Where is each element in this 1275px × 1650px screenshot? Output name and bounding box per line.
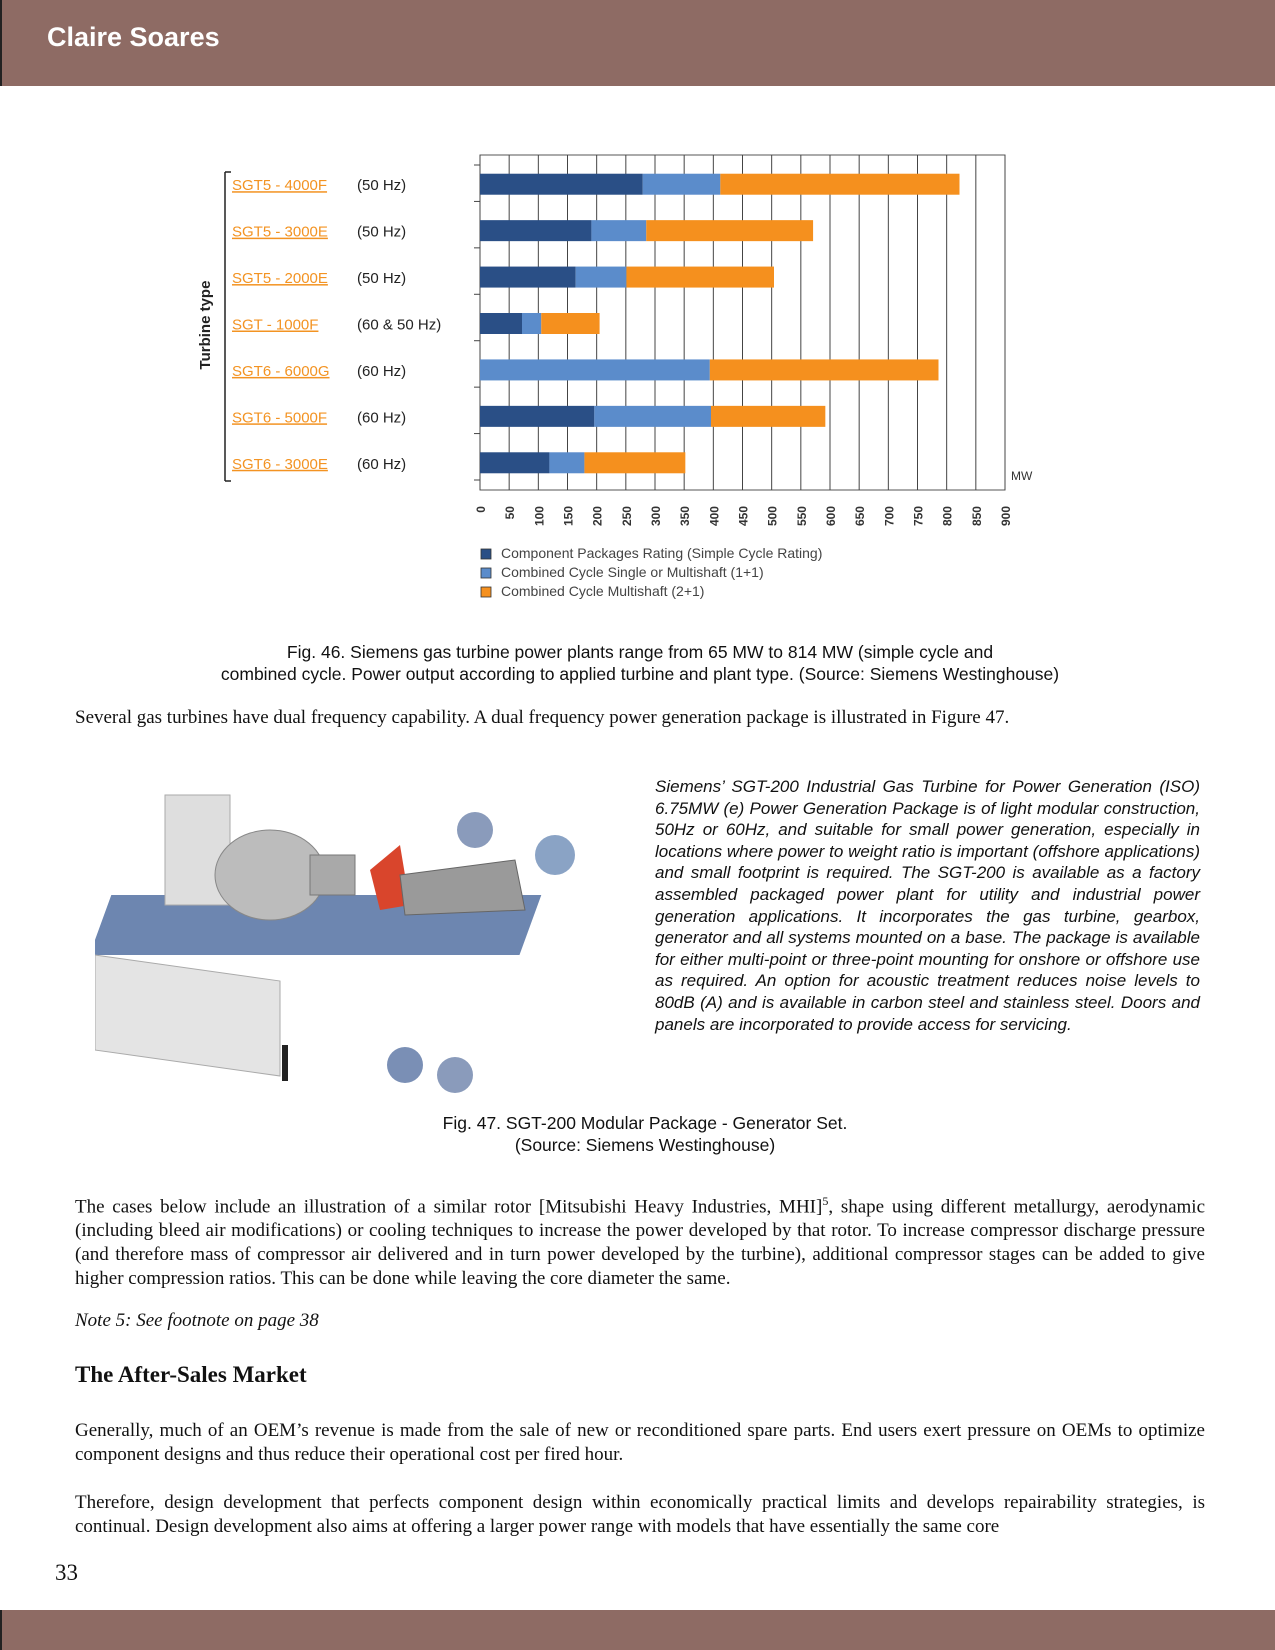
bar-segment: [710, 359, 939, 380]
bar-segment: [480, 359, 710, 380]
x-tick-label: 750: [911, 506, 926, 527]
category-label: SGT6 - 6000G: [232, 362, 330, 380]
x-tick-label: 550: [794, 506, 809, 527]
frequency-label: (50 Hz): [357, 270, 407, 288]
bar-segment: [480, 406, 594, 427]
x-tick-label: 150: [561, 506, 576, 527]
legend-swatch: [481, 568, 491, 578]
legend-entry: Component Packages Rating (Simple Cycle Rating): [501, 545, 823, 561]
frequency-label: (60 Hz): [357, 362, 407, 380]
note-5: Note 5: See footnote on page 38: [75, 1310, 319, 1331]
x-tick-label: 900: [999, 506, 1013, 527]
legend-swatch: [481, 549, 491, 559]
fig46-caption-line2: combined cycle. Power output according to applied turbine and plant type. (Source: Siemens Westinghouse): [220, 664, 1060, 684]
paragraph-design-development: Therefore, design development that perfects component design within economically practical limits and develops repairability strategies, is continual. Design development also aims at offering a larger power range with models that have essentially the same core: [75, 1492, 1205, 1537]
turbine-power-chart: [190, 150, 1040, 620]
x-tick-label: 650: [853, 506, 868, 527]
x-tick-label: 850: [969, 506, 984, 527]
bar-segment: [522, 313, 541, 334]
x-tick-label: 200: [590, 506, 605, 527]
para2-text-end: , shape using different metallurgy, aerodynamic (including bleed air modifications) or cooling techniques to increase the power developed by that rotor. To increase compressor discharge pressure (and therefore mass of compressor air delivered and in turn power developed by the turbine), additional compressor stages can be added to give higher compression ratios. This can be done while leaving the core diameter the same.: [75, 1196, 1205, 1290]
bar-segment: [480, 174, 643, 195]
x-tick-label: 350: [678, 505, 693, 527]
bar-segment: [594, 406, 711, 427]
page-number: 33: [55, 1560, 78, 1585]
x-tick-label: 0: [474, 506, 488, 513]
frequency-label: (50 Hz): [357, 223, 407, 241]
bar-segment: [711, 406, 825, 427]
operator-figure: [282, 1045, 288, 1081]
fig47-caption-line2: (Source: Siemens Westinghouse): [514, 1135, 776, 1155]
fig47-caption: [420, 1112, 870, 1156]
x-tick-label: 400: [707, 506, 722, 527]
x-tick-label: 450: [736, 506, 751, 527]
x-tick-label: 250: [619, 506, 634, 527]
paragraph-dual-frequency: Several gas turbines have dual frequency capability. A dual frequency power generation package is illustrated in Figure 47.: [75, 707, 1010, 728]
bar-segment: [646, 220, 813, 241]
bar-segment: [591, 220, 646, 241]
legend-entry: Combined Cycle Multishaft (2+1): [501, 583, 705, 599]
bar-segment: [626, 267, 774, 288]
y-axis-label: Turbine type: [197, 280, 214, 370]
section-heading: The After-Sales Market: [75, 1362, 307, 1387]
category-label: SGT5 - 2000E: [232, 270, 328, 288]
category-label: SGT5 - 3000E: [232, 223, 328, 241]
category-label: SGT5 - 4000F: [232, 177, 328, 195]
frequency-label: (60 Hz): [357, 455, 407, 473]
sgt200-package-illustration: [95, 775, 615, 1105]
category-label: SGT6 - 5000F: [232, 409, 328, 427]
bar-segment: [549, 452, 584, 473]
module-lube-oil: [387, 1047, 423, 1083]
author-name: Claire Soares: [47, 22, 220, 52]
bar-segment: [720, 174, 959, 195]
x-tick-label: 700: [882, 506, 897, 527]
gas-turbine-core: [400, 860, 525, 915]
x-tick-label: 600: [824, 506, 838, 527]
bar-segment: [643, 174, 721, 195]
x-tick-label: 300: [649, 506, 663, 527]
category-label: SGT6 - 3000E: [232, 455, 328, 473]
frequency-label: (50 Hz): [357, 177, 407, 195]
bar-segment: [480, 452, 549, 473]
bar-segment: [541, 313, 599, 334]
x-tick-label: 500: [765, 506, 780, 527]
bar-segment: [584, 452, 685, 473]
paragraph-oem-revenue: Generally, much of an OEM’s revenue is made from the sale of new or reconditioned spare parts. End users exert pressure on OEMs to optimize component designs and thus reduce their operational cost per fired hour.: [75, 1420, 1205, 1465]
bar-segment: [480, 313, 522, 334]
x-tick-label: 100: [532, 506, 547, 527]
header-bar: [0, 0, 1275, 86]
enclosure-panels: [95, 955, 280, 1076]
frequency-label: (60 Hz): [357, 409, 407, 427]
bar-segment: [480, 267, 576, 288]
x-tick-label: 50: [503, 506, 518, 520]
module-gas-fuel: [457, 812, 493, 848]
x-axis-label: MW: [1011, 469, 1033, 483]
module-fuel: [437, 1057, 473, 1093]
bar-segment: [576, 267, 627, 288]
footer-bar: [0, 1610, 1275, 1650]
x-tick-label: 800: [940, 506, 955, 527]
frequency-label: (60 & 50 Hz): [357, 316, 442, 334]
fig46-caption-line1: Fig. 46. Siemens gas turbine power plants range from 65 MW to 814 MW (simple cycle and: [286, 642, 994, 662]
category-label: SGT - 1000F: [232, 316, 319, 334]
fig46-caption: [120, 641, 1160, 685]
module-auxiliary: [535, 835, 575, 875]
generator-housing: [215, 830, 325, 920]
legend-swatch: [481, 587, 491, 597]
fig47-caption-line1: Fig. 47. SGT-200 Modular Package - Generator Set.: [442, 1113, 848, 1133]
paragraph-rotor-cases: [75, 1189, 1205, 1291]
footnote-ref-5: 5: [822, 1194, 829, 1208]
bar-segment: [480, 220, 591, 241]
para2-text-start: The cases below include an illustration of a similar rotor [Mitsubishi Heavy Industries, MHI]: [75, 1196, 823, 1218]
package-description: Siemens’ SGT-200 Industrial Gas Turbine for Power Generation (ISO) 6.75MW (e) Power Generation Package is of light modular construction, 50Hz or 60Hz, and suitable for small power generation, especially in locations where power to weight ratio is important (offshore applications) and small footprint is required. The SGT-200 is available as a factory assembled packaged power plant for utility and industrial power generation applications. It incorporates the gas turbine, gearbox, generator and all systems mounted on a base. The package is available for either multi-point or three-point mounting for onshore or offshore use as required. An option for acoustic treatment reduces noise levels to 80dB (A) and is available in carbon steel and stainless steel. Doors and panels are incorporated to provide access for servicing.: [655, 777, 1200, 1034]
legend-entry: Combined Cycle Single or Multishaft (1+1): [501, 564, 764, 580]
gearbox: [310, 855, 355, 895]
